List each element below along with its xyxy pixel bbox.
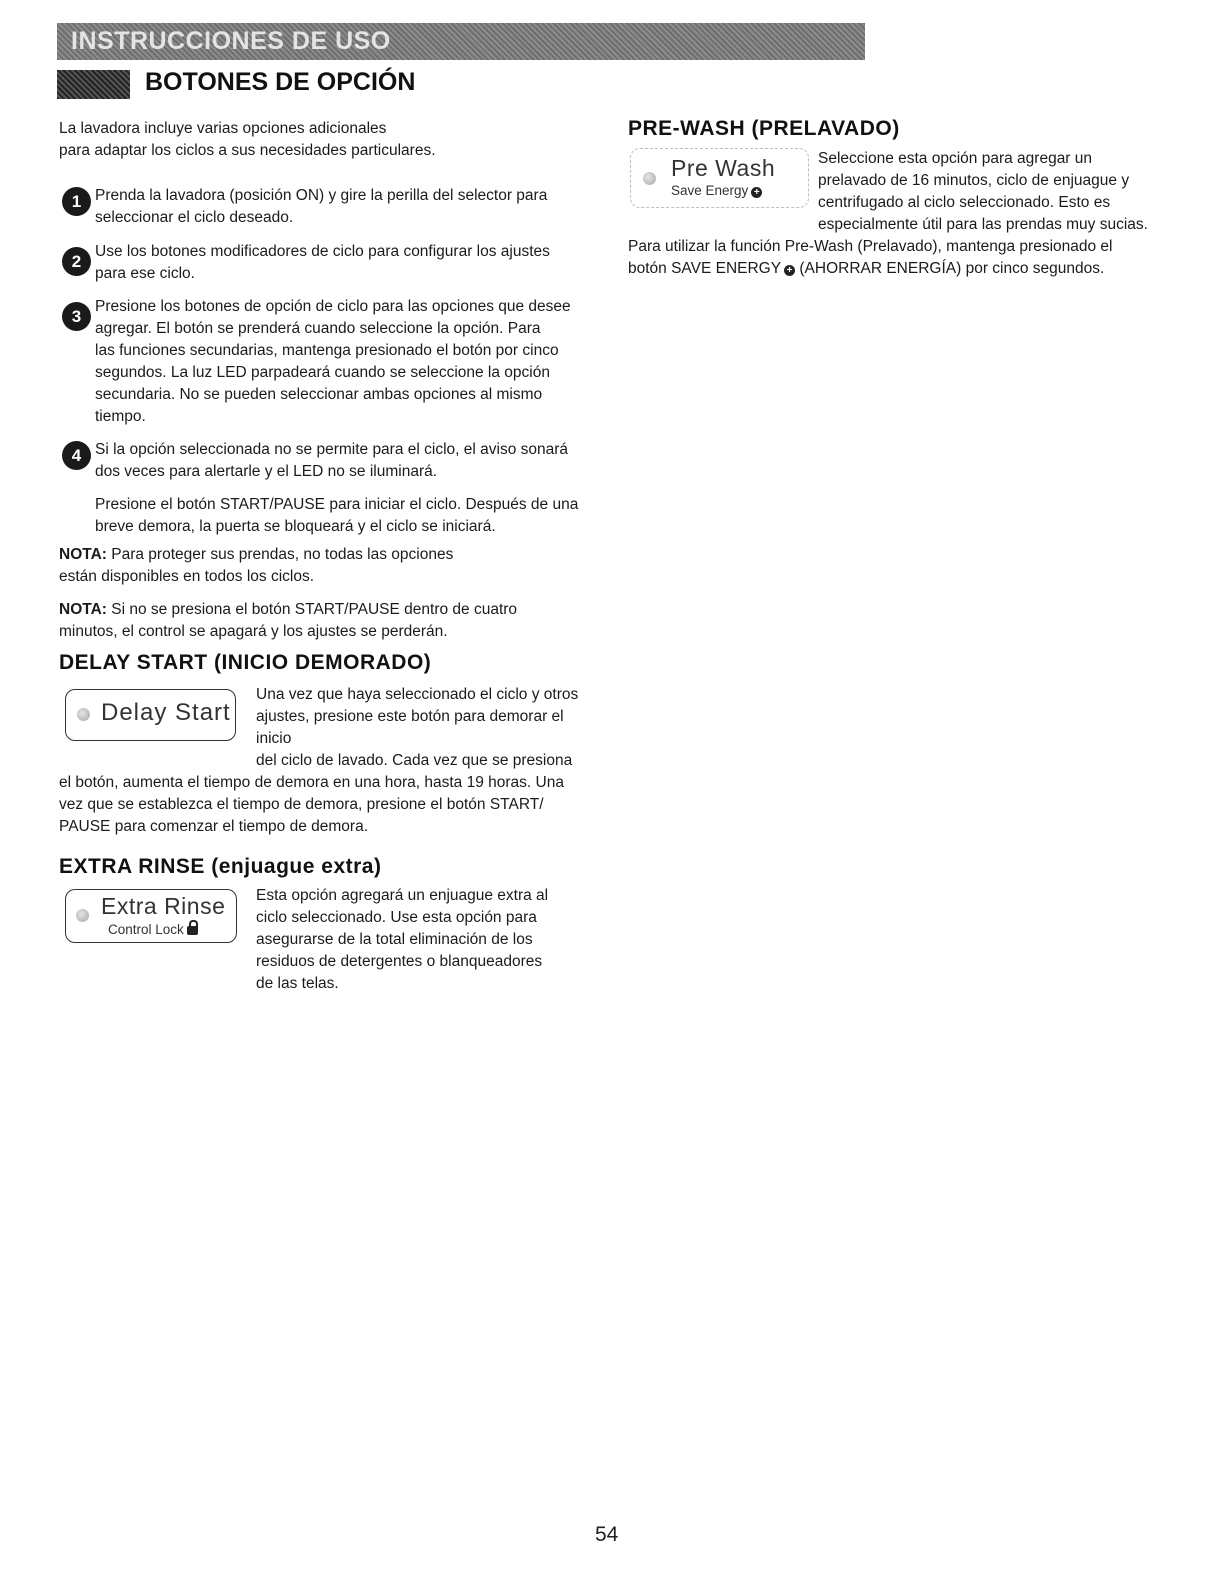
delay-side-line-1: Una vez que haya seleccionado el ciclo y otros [256,686,579,703]
extra-rinse-heading-bold: EXTRA RINSE [59,855,205,878]
indicator-led-icon [76,909,89,922]
delay-side-line-4: del ciclo de lavado. Cada vez que se presiona [256,752,573,769]
delay-start-label: Delay Start [101,699,231,726]
extra-rinse-heading [59,855,381,879]
note-2-line-2: minutos, el control se apagará y los ajustes se perderán. [59,623,448,640]
delay-full-line-3: PAUSE para comenzar el tiempo de demora. [59,818,369,835]
rinse-side-line-1: Esta opción agregará un enjuague extra al [256,887,549,904]
step-1-line-2: seleccionar el ciclo deseado. [95,209,294,226]
extra-rinse-heading-rest: (enjuague extra) [204,855,382,878]
prewash-side-line-2: prelavado de 16 minutos, ciclo de enjuague y [818,172,1130,189]
step-number-1: 1 [62,187,91,216]
prewash-full-line-1: Para utilizar la función Pre-Wash (Prelavado), mantenga presionado el [628,238,1113,255]
save-energy-sublabel: Save Energy + [671,183,762,198]
note-1-line-2: están disponibles en todos los ciclos. [59,568,315,585]
note-2-text: Si no se presiona el botón START/PAUSE dentro de cuatro [106,601,518,618]
rinse-side-line-5: de las telas. [256,975,339,992]
step-3-line-3: las funciones secundarias, mantenga presionado el botón por cinco [95,342,559,359]
indicator-led-icon [77,708,90,721]
note-2-line-1 [59,599,517,621]
pre-wash-heading: PRE-WASH (PRELAVADO) [628,117,900,140]
rinse-side-line-4: residuos de detergentes o blanqueadores [256,953,543,970]
intro-line-2: para adaptar los ciclos a sus necesidades particulares. [59,142,436,159]
step-number-4: 4 [62,441,91,470]
extra-rinse-button[interactable] [65,889,237,943]
intro-line-1: La lavadora incluye varias opciones adicionales [59,120,387,137]
prewash-side-line-1: Seleccione esta opción para agregar un [818,150,1093,167]
note-2-label: NOTA: [59,601,107,618]
step-1-line-1: Prenda la lavadora (posición ON) y gire la perilla del selector para [95,187,548,204]
header-banner [57,23,865,60]
step-3-line-1: Presione los botones de opción de ciclo para las opciones que desee [95,298,571,315]
step-number-3: 3 [62,302,91,331]
control-lock-sublabel: Control Lock [108,922,198,937]
section-title-text: BOTONES DE OPCIÓN [145,68,416,96]
prewash-full-line-2: botón SAVE ENERGY + (AHORRAR ENERGÍA) por cinco segundos. [628,260,1105,277]
note-1-text: Para proteger sus prendas, no todas las opciones [106,546,454,563]
start-line-2: breve demora, la puerta se bloqueará y el ciclo se iniciará. [95,518,496,535]
step-4-line-2: dos veces para alertarle y el LED no se iluminará. [95,463,438,480]
section-marker [57,70,130,99]
pre-wash-button[interactable] [630,148,809,208]
step-3-line-2: agregar. El botón se prenderá cuando seleccione la opción. Para [95,320,541,337]
rinse-side-line-2: ciclo seleccionado. Use esta opción para [256,909,537,926]
indicator-led-icon [643,172,656,185]
step-4-line-1: Si la opción seleccionada no se permite para el ciclo, el aviso sonará [95,441,569,458]
prewash-side-line-3: centrifugado al ciclo seleccionado. Esto es [818,194,1111,211]
delay-side-line-3: inicio [256,730,292,747]
extra-rinse-label: Extra Rinse [101,893,226,919]
step-3-line-5: secundaria. No se pueden seleccionar ambas opciones al mismo [95,386,543,403]
step-3-line-6: tiempo. [95,408,146,425]
delay-full-line-2: vez que se establezca el tiempo de demora, presione el botón START/ [59,796,544,813]
banner-title: INSTRUCCIONES DE USO [71,27,391,55]
lock-icon [187,926,198,935]
note-1-label: NOTA: [59,546,107,563]
plus-icon: + [784,265,795,276]
step-3-line-4: segundos. La luz LED parpadeará cuando se seleccione la opción [95,364,550,381]
plus-icon: + [751,187,762,198]
prewash-side-line-4: especialmente útil para las prendas muy sucias. [818,216,1148,233]
delay-full-line-1: el botón, aumenta el tiempo de demora en una hora, hasta 19 horas. Una [59,774,564,791]
start-line-1: Presione el botón START/PAUSE para iniciar el ciclo. Después de una [95,496,579,513]
delay-start-heading: DELAY START (INICIO DEMORADO) [59,651,432,674]
delay-start-button[interactable] [65,689,236,741]
delay-side-line-2: ajustes, presione este botón para demorar el [256,708,564,725]
note-1-line-1 [59,544,453,566]
pre-wash-label: Pre Wash [671,155,776,181]
rinse-side-line-3: asegurarse de la total eliminación de los [256,931,533,948]
step-2-line-2: para ese ciclo. [95,265,195,282]
step-number-2: 2 [62,247,91,276]
page-number: 54 [595,1523,619,1546]
step-2-line-1: Use los botones modificadores de ciclo para configurar los ajustes [95,243,550,260]
